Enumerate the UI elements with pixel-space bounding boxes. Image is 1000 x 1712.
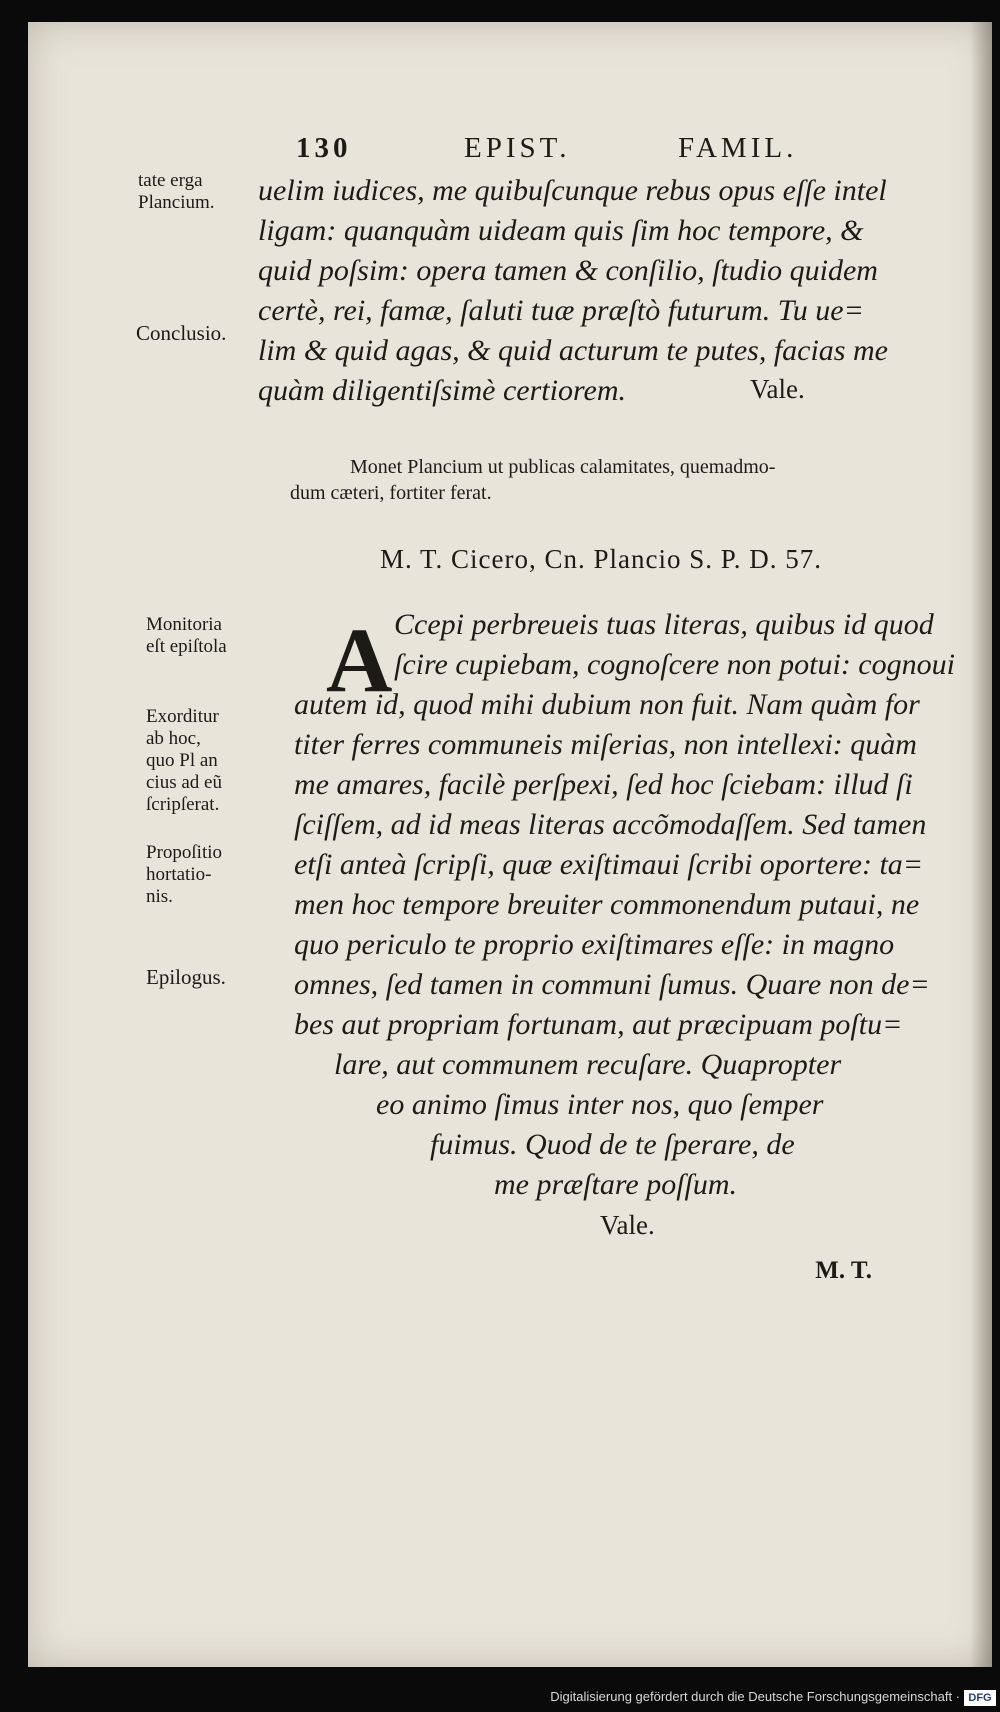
prev-letter-line: lim & quid agas, & quid acturum te putes, facias me [258,334,888,367]
running-title-right: FAMIL. [678,132,798,164]
margin-note-epilogus: Epilogus. [146,965,226,989]
main-letter-vale: Vale. [600,1210,655,1240]
margin-note-conclusio: Conclusio. [136,321,227,345]
main-letter-line: bes aut propriam fortunam, aut præcipuam poſtu= [294,1008,903,1041]
main-letter-line: quo periculo te proprio exiſtimares eſſe: in magno [294,928,895,961]
margin-note-propositio: Propoſitio hortatio- nis. [146,842,223,907]
main-letter-line: etſi anteà ſcripſi, quæ exiſtimaui ſcribi oportere: ta= [294,848,924,881]
page-number: 130 [296,132,352,164]
prev-letter-line: certè, rei, famæ, ſaluti tuæ præſtò futurum. Tu ue= [258,294,864,327]
main-letter-line: omnes, ſed tamen in communi ſumus. Quare non de= [294,968,930,1001]
main-letter-line: men hoc tempore breuiter commonendum putaui, ne [294,888,920,921]
prev-letter-line: uelim iudices, me quibuſcunque rebus opus eſſe intel [258,174,887,207]
main-letter-line: titer ferres communeis miſerias, non intellexi: quàm [294,728,917,761]
main-letter-line: me amares, facilè perſpexi, ſed hoc ſciebam: illud ſi [294,768,913,801]
main-letter-line: me præſtare poſſum. [494,1168,738,1201]
footer-credit: Digitalisierung gefördert durch die Deutsche Forschungsgemeinschaft · [550,1689,960,1704]
argument-line: Monet Plancium ut publicas calamitates, quemadmo- [350,456,776,478]
prev-letter-line: quàm diligentiſsimè certiorem. [258,374,626,407]
main-letter-line: ſcire cupiebam, cognoſcere non potui: cognoui [394,648,955,681]
margin-note-exorditur: Exorditur ab hoc, quo Pl an cius ad eũ ſcripſerat. [146,706,222,815]
main-letter-line: eo animo ſimus inter nos, quo ſemper [376,1088,824,1121]
main-letter-line: ſciſſem, ad id meas literas accõmodaſſem. Sed tamen [294,808,927,841]
argument-line: dum cæteri, fortiter ferat. [290,482,492,504]
main-letter-line: autem id, quod mihi dubium non fuit. Nam quàm for [294,688,920,721]
margin-note-monitoria: Monitoria eſt epiſtola [146,614,227,657]
prev-letter-line: ligam: quanquàm uideam quis ſim hoc tempore, & [258,214,864,247]
margin-note-plancium: tate erga Plancium. [138,170,215,213]
book-page [28,22,992,1667]
running-title-left: EPIST. [464,132,571,164]
salutation: M. T. Cicero, Cn. Plancio S. P. D. 57. [380,544,823,574]
main-letter-line: lare, aut communem recuſare. Quapropter [334,1048,842,1081]
catchword: M. T. [815,1257,872,1284]
dfg-logo-icon: DFG [964,1690,996,1706]
main-letter-line: Ccepi perbreueis tuas literas, quibus id quod [394,608,934,641]
page-header [296,132,856,172]
main-letter-line: fuimus. Quod de te ſperare, de [430,1128,795,1161]
prev-letter-line: quid poſsim: opera tamen & conſilio, ſtudio quidem [258,254,878,287]
drop-cap: A [326,609,393,711]
prev-letter-vale: Vale. [750,374,805,404]
